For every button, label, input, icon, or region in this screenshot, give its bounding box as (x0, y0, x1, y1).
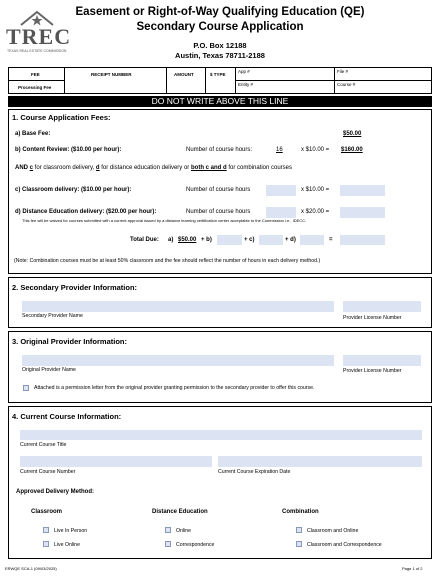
app-number-label: App # (238, 69, 250, 74)
section2-heading: 2. Secondary Provider Information: (12, 283, 138, 292)
base-fee-value: $50.00 (343, 131, 362, 137)
classroom-delivery-label: c) Classroom delivery: ($10.00 per hour): (15, 187, 132, 193)
live-in-person-checkbox[interactable] (43, 527, 49, 533)
type-header: $ TYPE (210, 72, 226, 77)
section1-heading: 1. Course Application Fees: (12, 113, 111, 122)
live-online-label: Live Online (54, 542, 80, 548)
total-b-label: + b) (201, 237, 212, 243)
correspondence-label: Correspondence (176, 542, 215, 548)
classroom-and-online-checkbox[interactable] (296, 527, 302, 533)
permission-letter-checkbox[interactable] (23, 385, 29, 391)
base-fee-label: a) Base Fee: (15, 131, 51, 137)
address-line-1: P.O. Box 12188 (193, 41, 247, 50)
section3-heading: 3. Original Provider Information: (12, 337, 128, 346)
total-due-input[interactable] (340, 235, 385, 245)
secondary-provider-name-input[interactable] (22, 301, 334, 312)
fee-header: FEE (31, 72, 40, 77)
combination-note: (Note: Combination courses must be at least 50% classroom and the fee should reflect the number of hours in each delivery method.) (14, 258, 321, 264)
form-title: Easement or Right-of-Way Qualifying Education (QE) (75, 6, 365, 18)
classroom-hours-input[interactable] (266, 185, 296, 196)
total-a-label: a) (168, 237, 174, 243)
section4-heading: 4. Current Course Information: (12, 412, 122, 421)
distance-fee-waiver-note: This fee will be waived for courses submitted with a current approval issued by a distance learning certification center acceptable to the Commission i.e., IDECC. (22, 218, 307, 223)
content-review-label: b) Content Review: ($10.00 per hour): (15, 147, 122, 153)
total-b-input[interactable] (217, 235, 242, 245)
course-title-input[interactable] (20, 430, 422, 440)
original-provider-license-label: Provider License Number (343, 368, 402, 374)
entity-number-label: Entity # (238, 82, 254, 87)
course-number-label: Current Course Number (20, 469, 76, 475)
total-d-input[interactable] (300, 235, 324, 245)
classroom-total-input[interactable] (340, 185, 385, 196)
total-c-label: + c) (244, 237, 255, 243)
secondary-provider-name-label: Secondary Provider Name (22, 313, 83, 319)
classroom-and-online-label: Classroom and Online (307, 528, 359, 534)
secondary-provider-license-label: Provider License Number (343, 315, 402, 321)
total-a-value: $50.00 (178, 237, 197, 243)
classroom-and-correspondence-label: Classroom and Correspondence (307, 542, 382, 548)
secondary-provider-license-input[interactable] (343, 301, 421, 312)
correspondence-checkbox[interactable] (165, 541, 171, 547)
total-due-label: Total Due: (130, 237, 159, 243)
classroom-heading: Classroom (31, 509, 63, 515)
combination-heading: Combination (282, 509, 319, 515)
page-number: Page 1 of 2 (402, 566, 423, 571)
course-expiration-input[interactable] (218, 456, 422, 467)
delivery-method-heading: Approved Delivery Method: (16, 489, 95, 495)
content-hours-label: Number of course hours: (186, 147, 253, 153)
amount-header: AMOUNT (174, 72, 194, 77)
live-in-person-label: Live In Person (54, 528, 88, 534)
permission-letter-label: Attached is a permission letter from the original provider granting permission to the secondary provider to offer this course. (34, 385, 315, 391)
do-not-write-banner: DO NOT WRITE ABOVE THIS LINE (8, 96, 432, 107)
original-provider-license-input[interactable] (343, 355, 421, 366)
live-online-checkbox[interactable] (43, 541, 49, 547)
total-equals: = (329, 237, 333, 243)
logo-wordmark: TREC (6, 24, 72, 49)
distance-hours-input[interactable] (266, 207, 296, 218)
distance-total-input[interactable] (340, 207, 385, 218)
online-label: Online (176, 528, 191, 534)
classroom-rate: x $10.00 = (301, 187, 330, 193)
office-use-table (8, 67, 432, 94)
course-expiration-label: Current Course Expiration Date (218, 469, 291, 475)
distance-rate: x $20.00 = (301, 209, 330, 215)
original-provider-name-label: Original Provider Name (22, 367, 76, 373)
file-number-label: File # (337, 69, 349, 74)
form-subtitle: Secondary Course Application (136, 21, 304, 33)
form-id: ERWQE SCA-1 (09/03/2025) (5, 566, 57, 571)
total-d-label: + d) (285, 237, 296, 243)
course-number-input[interactable] (20, 456, 212, 467)
total-c-input[interactable] (259, 235, 283, 245)
classroom-hours-label: Number of course hours (186, 187, 251, 193)
course-number-label: Course # (337, 82, 356, 87)
section-current-course (8, 406, 432, 559)
distance-delivery-label: d) Distance Education delivery: ($20.00 per hour): (15, 209, 157, 215)
logo-tagline: TEXAS REAL ESTATE COMMISSION (7, 49, 67, 53)
content-review-total[interactable]: $160.00 (341, 147, 363, 153)
content-rate: x $10.00 = (301, 147, 330, 153)
address-line-2: Austin, Texas 78711-2188 (175, 51, 265, 60)
online-checkbox[interactable] (165, 527, 171, 533)
original-provider-name-input[interactable] (22, 355, 334, 366)
processing-fee-label: Processing Fee (18, 85, 52, 90)
delivery-fee-note: AND c for classroom delivery, d for distance education delivery or both c and d for combination courses (15, 165, 293, 171)
receipt-number-header: RECEIPT NUMBER (91, 72, 132, 77)
distance-education-heading: Distance Education (152, 509, 208, 515)
distance-hours-label: Number of course hours (186, 209, 251, 215)
course-title-label: Current Course Title (20, 442, 67, 448)
content-hours-value[interactable]: 16 (276, 147, 283, 153)
classroom-and-correspondence-checkbox[interactable] (296, 541, 302, 547)
